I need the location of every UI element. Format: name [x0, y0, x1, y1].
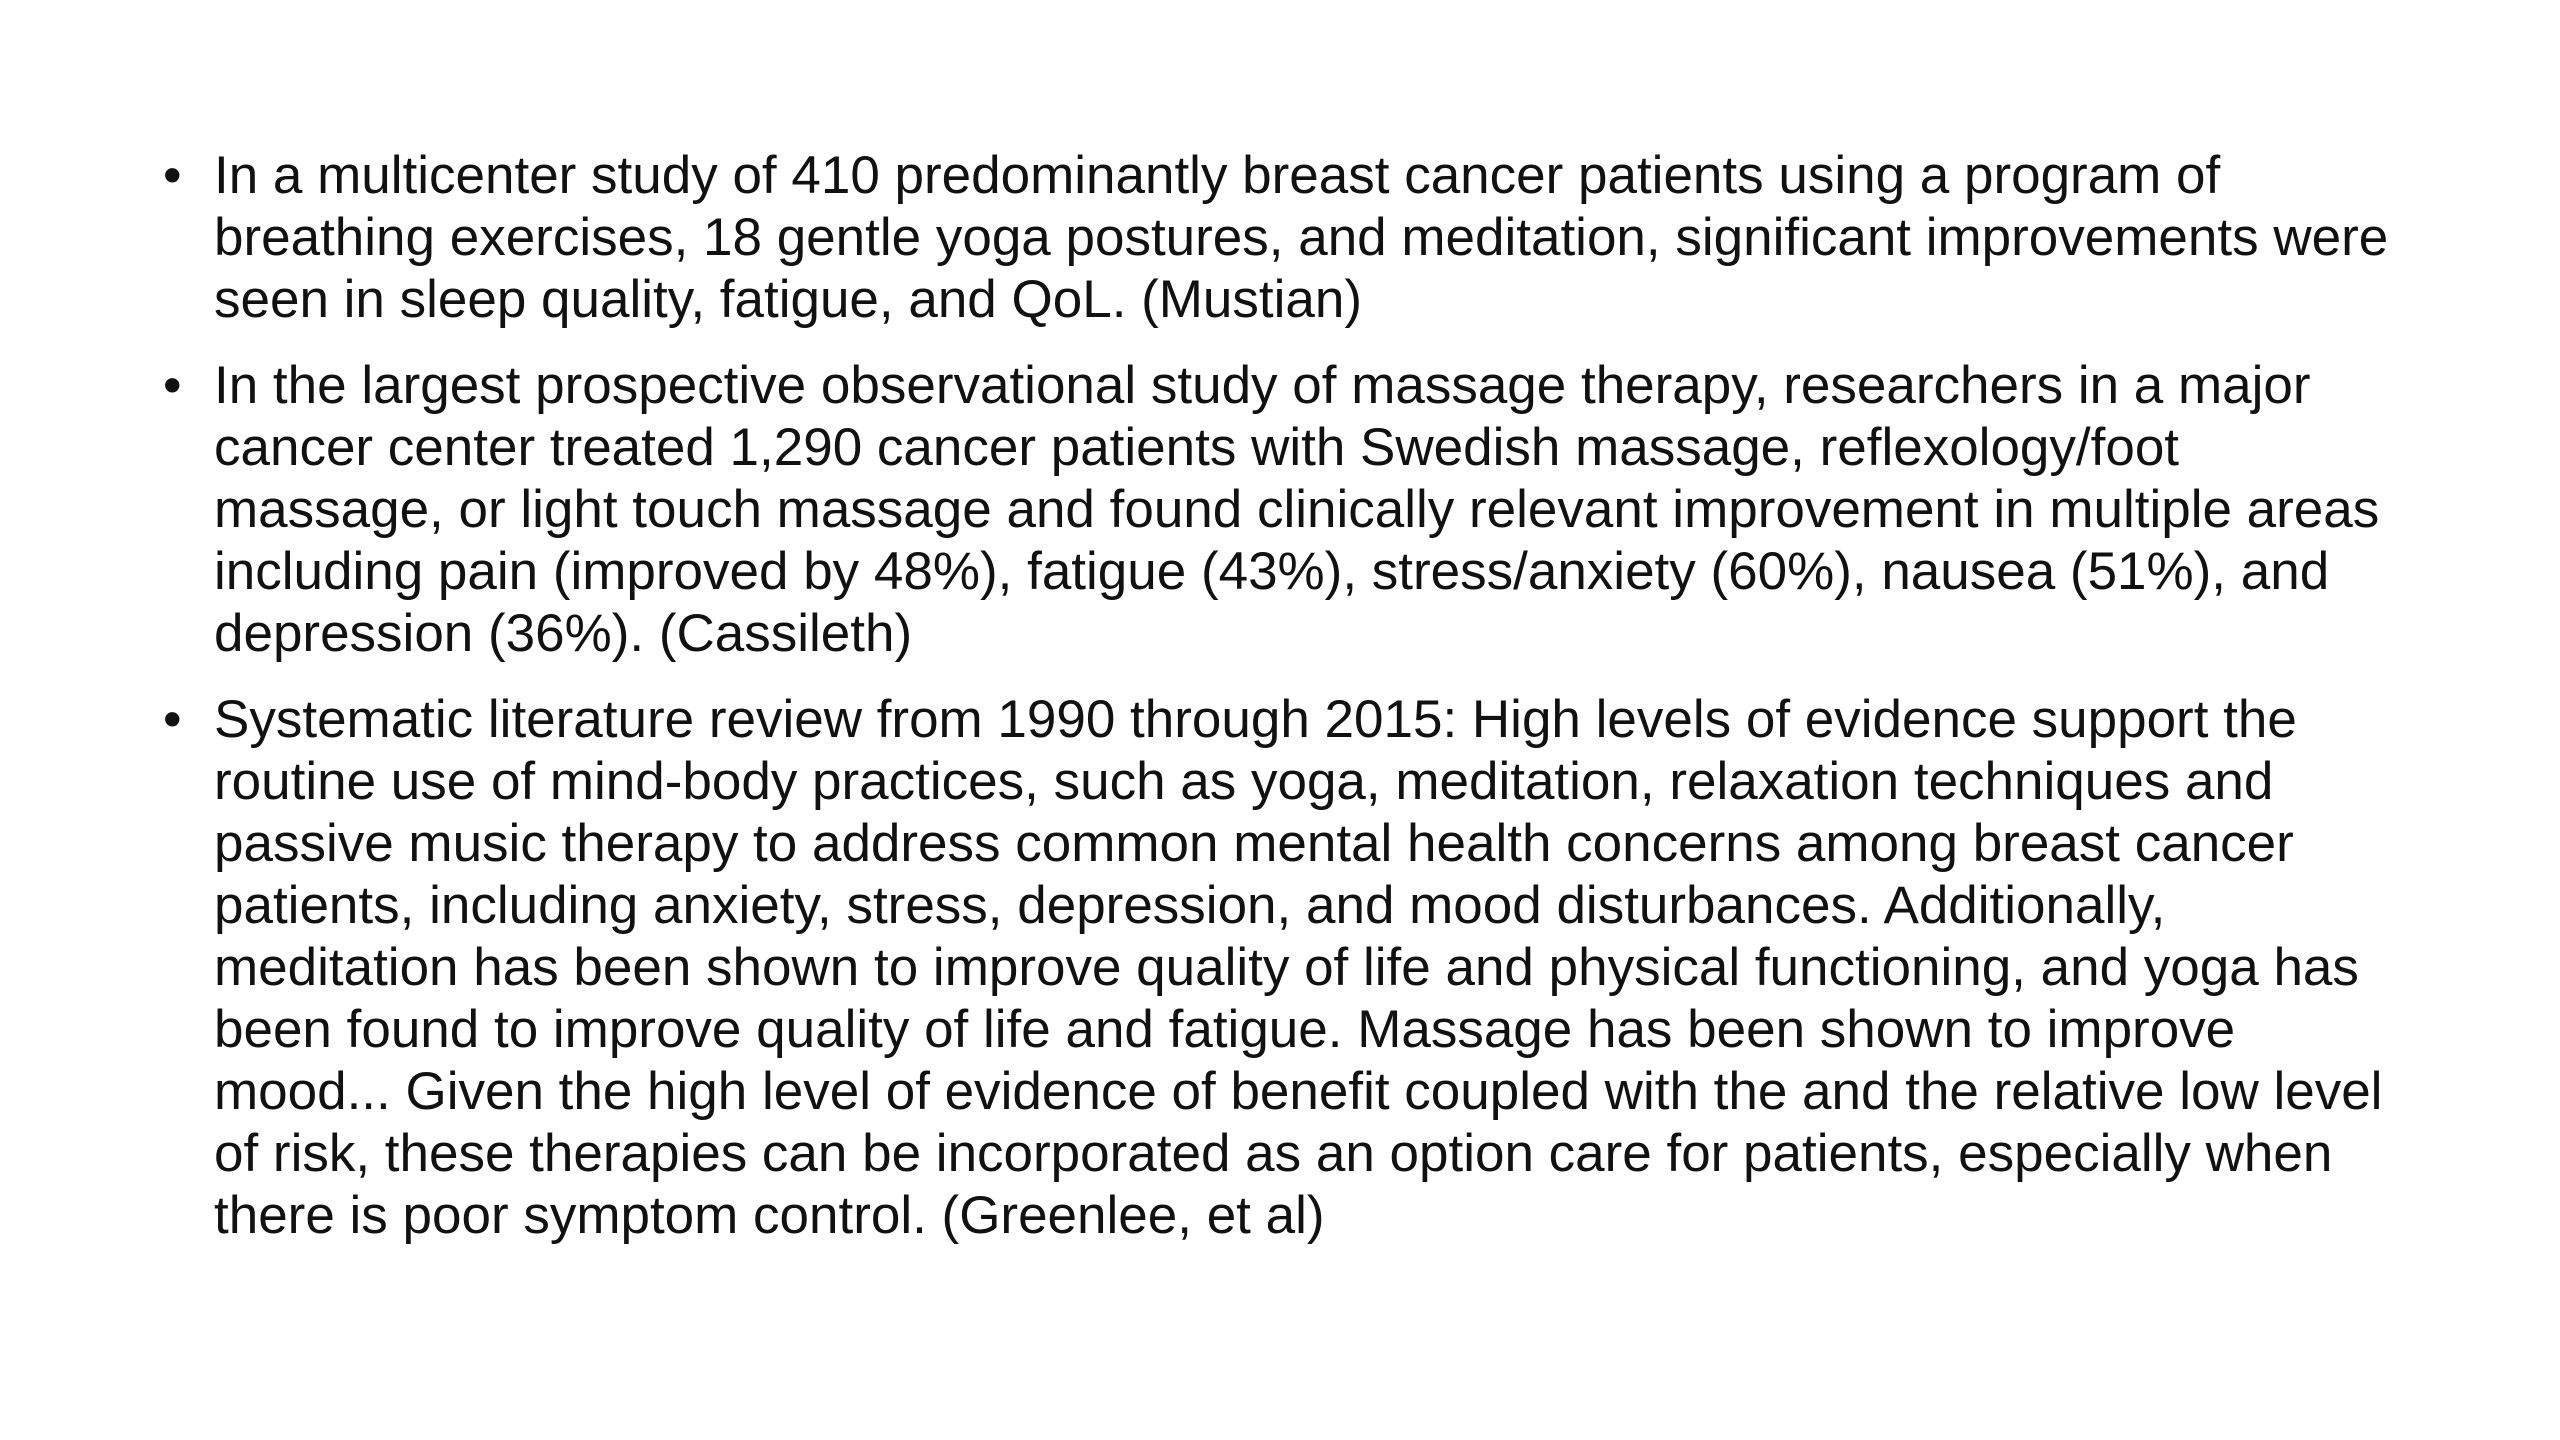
bullet-text: In the largest prospective observational study of massage therapy, researchers in a major cancer center treated 1,290 cancer patients with Swedish massage, reflexology/foot massage, or light touch massage and found clinically relevant improvement in multiple areas including pain (improved by 48%), fatigue (43%), stress/anxiety (60%), nausea (51%), and depression (36%). (Cassileth) [214, 356, 2380, 663]
bullet-text: In a multicenter study of 410 predominantly breast cancer patients using a program of breathing exercises, 18 gentle yoga postures, and meditation, significant improvements were seen in sleep quality, fatigue, and QoL. (Mustian) [214, 146, 2389, 329]
bullet-list [163, 145, 2423, 1271]
bullet-item-cassileth [163, 355, 2423, 665]
bullet-icon: • [163, 690, 182, 749]
bullet-icon: • [163, 356, 182, 415]
bullet-item-mustian [163, 145, 2423, 331]
bullet-item-greenlee [163, 689, 2423, 1247]
bullet-icon: • [163, 146, 182, 205]
bullet-text: Systematic literature review from 1990 through 2015: High levels of evidence support the routine use of mind-body practices, such as yoga, meditation, relaxation techniques and passive music therapy to address common mental health concerns among breast cancer patients, including anxiety, stress, depression, and mood disturbances. Additionally, meditation has been shown to improve quality of life and physical functioning, and yoga has been found to improve quality of life and fatigue. Massage has been shown to improve mood... Given the high level of evidence of benefit coupled with the and the relative low level of risk, these therapies can be incorporated as an option care for patients, especially when there is poor symptom control. (Greenlee, et al) [214, 690, 2383, 1245]
